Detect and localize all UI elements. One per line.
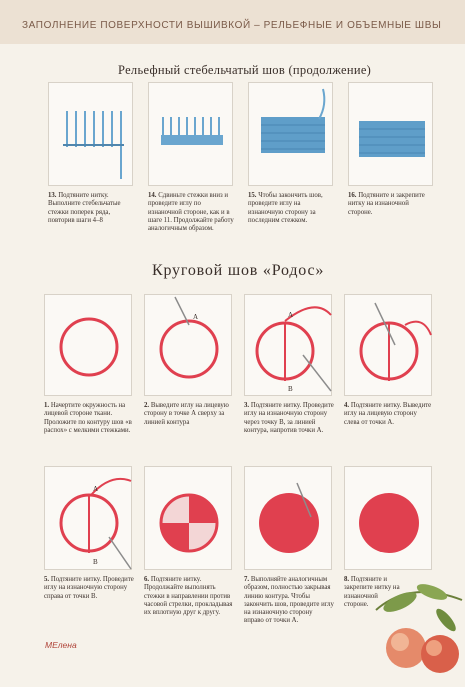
step5-caption (44, 576, 134, 601)
step4-caption (344, 402, 434, 427)
step16-caption (348, 192, 432, 217)
step15-caption (248, 192, 334, 225)
step13-number: 13. (48, 192, 57, 199)
step6-drawing (145, 467, 233, 571)
step6-image (144, 466, 232, 570)
step14-drawing (149, 83, 234, 187)
step8-image (344, 466, 432, 570)
step2-text: Выведите иглу на лицевую сторону в точке А сверху за линией контура (144, 402, 229, 426)
label-b: В (93, 558, 98, 566)
step1-drawing (45, 295, 133, 397)
step13-text: Подтяните нитку. Выполните стебельчатые стежки поперек ряда, повторив шаги 4–8 (48, 192, 121, 224)
step7-text: Выполняйте аналогичным образом, полностью закрывая линию контура. Чтобы закончить шов, проведите иглу на изнаночную сторону вправо от точки А. (244, 576, 334, 625)
step4-text: Подтяните нитку. Выведите иглу на лицевую сторону слева от точки А. (344, 402, 432, 426)
step15-drawing (249, 83, 334, 187)
page-header (0, 0, 465, 44)
step6-text: Подтяните нитку. Продолжайте выполнять стежки в направлении против часовой стрелки, прокладывая их вплотную друг к другу. (144, 576, 233, 617)
step3-drawing (245, 295, 333, 397)
step3-caption (244, 402, 334, 435)
step1-text: Начертите окружность на лицевой стороне ткани. Проложите по контуру шов «в распох» с мелкими стежками. (44, 402, 132, 434)
signature: МЕлена (45, 640, 77, 650)
step4-number: 4. (344, 402, 350, 409)
step1-number: 1. (44, 402, 50, 409)
step1-image (44, 294, 132, 396)
section1-title: Рельефный стебельчатый шов (продолжение) (118, 63, 372, 77)
label-a: А (193, 313, 199, 321)
label-a: А (288, 311, 294, 319)
step2-drawing (145, 295, 233, 397)
step16-drawing (349, 83, 434, 187)
step3-image (244, 294, 332, 396)
step4-image (344, 294, 432, 396)
step8-drawing (345, 467, 433, 571)
step6-caption (144, 576, 234, 617)
peach-illustration (370, 570, 465, 687)
step13-image (48, 82, 133, 186)
step15-number: 15. (248, 192, 257, 199)
step5-drawing (45, 467, 133, 571)
step3-number: 3. (244, 402, 250, 409)
step6-number: 6. (144, 576, 150, 583)
label-a: А (93, 485, 99, 493)
step13-caption (48, 192, 134, 225)
header-title: ЗАПОЛНЕНИЕ ПОВЕРХНОСТИ ВЫШИВКОЙ – РЕЛЬЕФНЫЕ И ОБЪЕМНЫЕ ШВЫ (22, 20, 442, 31)
step7-image (244, 466, 332, 570)
step16-image (348, 82, 433, 186)
step15-text: Чтобы закончить шов, проведите иглу на изнаночную сторону за последним стежком. (248, 192, 323, 224)
step14-text: Сдвиньте стежки вниз и проведите иглу по изнаночной стороне, как и в шаге 11. Продолжайте работу аналогичным образом. (148, 192, 234, 233)
step15-image (248, 82, 333, 186)
step2-image (144, 294, 232, 396)
label-b: В (288, 385, 293, 393)
step14-image (148, 82, 233, 186)
step8-text: Подтяните и закрепите нитку на изнаночной стороне. (344, 576, 400, 608)
step3-text: Подтяните нитку. Проведите иглу на изнаночную сторону через точку В, за линией контура, напротив точки А. (244, 402, 334, 434)
step16-text: Подтяните и закрепите нитку на изнаночной стороне. (348, 192, 425, 216)
step13-drawing (49, 83, 134, 187)
step8-number: 8. (344, 576, 350, 583)
step4-drawing (345, 295, 433, 397)
step7-number: 7. (244, 576, 250, 583)
step14-caption (148, 192, 236, 233)
step5-text: Подтяните нитку. Проведите иглу на изнаночную сторону справа от точки В. (44, 576, 134, 600)
step14-number: 14. (148, 192, 157, 199)
step2-number: 2. (144, 402, 150, 409)
step7-caption (244, 576, 334, 626)
section2-title: Круговой шов «Родос» (152, 262, 325, 279)
step2-caption (144, 402, 234, 427)
step5-number: 5. (44, 576, 50, 583)
step16-number: 16. (348, 192, 357, 199)
step1-caption (44, 402, 134, 435)
step5-image (44, 466, 132, 570)
step7-drawing (245, 467, 333, 571)
